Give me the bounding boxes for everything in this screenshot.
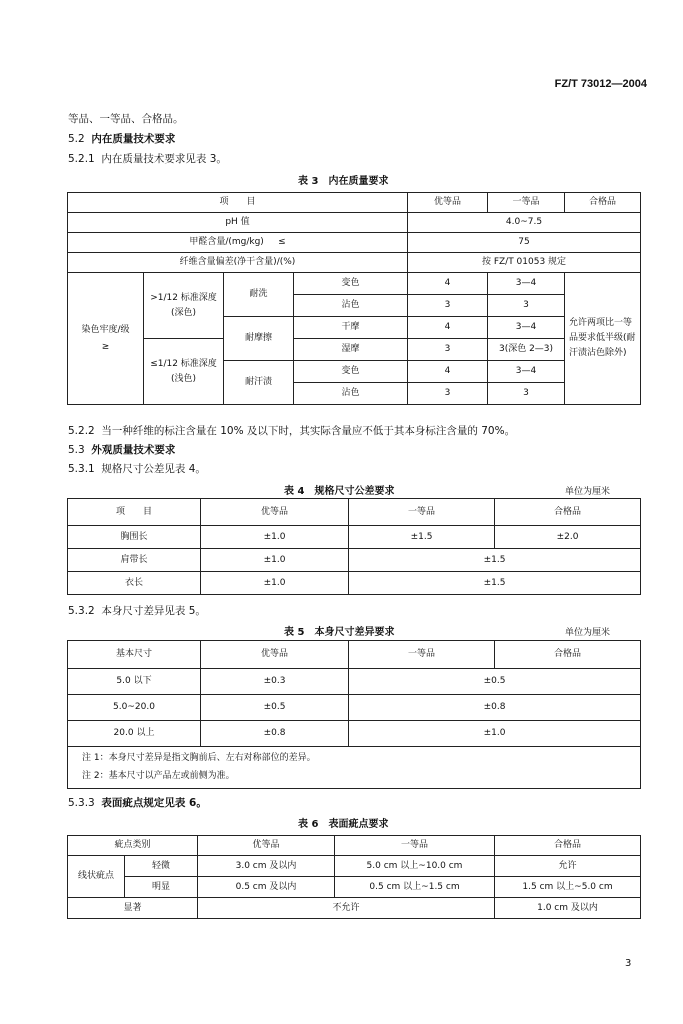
table4 <box>67 498 641 595</box>
section-5-3-1 <box>68 461 206 476</box>
table3-cf-row-4 <box>68 339 641 361</box>
table-row <box>68 877 641 898</box>
page-number: 3 <box>625 958 632 969</box>
table-row <box>68 669 641 695</box>
premium-value: 4 <box>408 273 488 295</box>
qualified-value: 1.0 cm 及以内 <box>495 898 641 919</box>
premium-value: 0.5 cm 及以内 <box>198 877 335 898</box>
formaldehyde-text: 甲醛含量/(mg/kg) <box>189 237 264 248</box>
section-number: 5.2.1 <box>68 153 95 165</box>
prop: 沾色 <box>294 383 408 405</box>
qualified-value: 允许 <box>495 856 641 877</box>
rest-value: ±0.5 <box>349 669 641 695</box>
table6 <box>67 835 641 919</box>
table5-notes <box>68 747 641 789</box>
defect-level: 显著 <box>68 898 198 919</box>
colorfast-label <box>68 273 144 405</box>
grades-line: 等品、一等品、合格品。 <box>68 113 184 125</box>
prop: 变色 <box>294 273 408 295</box>
colorfast-title: 染色牢度/级 <box>81 325 130 336</box>
premium-value: ±0.5 <box>201 695 349 721</box>
header-first: 一等品 <box>335 836 495 856</box>
header-base: 基本尺寸 <box>68 641 201 669</box>
first-value: 3 <box>488 295 565 317</box>
section-5-2 <box>68 131 175 146</box>
prop: 沾色 <box>294 295 408 317</box>
table-row <box>68 856 641 877</box>
table3-ph-row <box>68 213 641 233</box>
section-text: 当一种纤维的标注含量在 10% 及以下时，其实际含量应不低于其本身标注含量的 70%。 <box>101 425 516 437</box>
header-type: 疵点类别 <box>68 836 198 856</box>
section-5-2-1 <box>68 151 227 166</box>
note-1: 注 1：本身尺寸差异是指文胸前后、左右对称部位的差异。 <box>82 753 316 764</box>
table-row <box>68 572 641 595</box>
header-premium: 优等品 <box>201 499 349 526</box>
table3 <box>67 192 641 405</box>
first-value: 3—4 <box>488 361 565 383</box>
base-size: 5.0~20.0 <box>68 695 201 721</box>
formaldehyde-value: 75 <box>408 233 641 253</box>
section-text: 内在质量技术要求见表 3。 <box>101 153 227 165</box>
section-text: 规格尺寸公差见表 4。 <box>101 463 206 475</box>
premium-value: 3.0 cm 及以内 <box>198 856 335 877</box>
header-qualified: 合格品 <box>495 499 641 526</box>
table3-caption: 表 3 内在质量要求 <box>298 176 389 187</box>
table5-caption: 表 5 本身尺寸差异要求 <box>284 627 395 638</box>
table4-header-row <box>68 499 641 526</box>
premium-value: ±1.0 <box>201 526 349 549</box>
premium-value: 3 <box>408 339 488 361</box>
premium-value: 4 <box>408 317 488 339</box>
header-qualified: 合格品 <box>495 836 641 856</box>
header-premium: 优等品 <box>408 193 488 213</box>
table5-notes-row <box>68 747 641 789</box>
standard-number: FZ/T 73012—2004 <box>554 78 647 90</box>
base-size: 5.0 以下 <box>68 669 201 695</box>
first-value: 0.5 cm 以上~1.5 cm <box>335 877 495 898</box>
table4-caption: 表 4 规格尺寸公差要求 <box>284 486 395 497</box>
section-number: 5.3 <box>68 444 85 456</box>
table3-cf-row-1 <box>68 273 641 295</box>
premium-value: 4 <box>408 361 488 383</box>
defect-level: 轻微 <box>125 856 198 877</box>
header-item: 项 目 <box>68 193 408 213</box>
table-row <box>68 526 641 549</box>
section-number: 5.3.2 <box>68 605 95 617</box>
section-title: 外观质量技术要求 <box>91 444 176 456</box>
premium-value: ±0.3 <box>201 669 349 695</box>
first-value: 3 <box>488 383 565 405</box>
rest-value: ±0.8 <box>349 695 641 721</box>
formaldehyde-label <box>68 233 408 253</box>
section-5-3-2 <box>68 603 206 618</box>
ph-label: pH 值 <box>68 213 408 233</box>
section-text: 表面疵点规定见表 6。 <box>101 797 207 809</box>
qualified-note: 允许两项比一等品要求低半级(耐汗渍沾色除外) <box>565 273 641 405</box>
first-value: 5.0 cm 以上~10.0 cm <box>335 856 495 877</box>
row-item: 肩带长 <box>68 549 201 572</box>
first-value: 3—4 <box>488 317 565 339</box>
section-5-3-3 <box>68 795 207 810</box>
header-first: 一等品 <box>349 641 495 669</box>
prop: 干摩 <box>294 317 408 339</box>
row-item: 衣长 <box>68 572 201 595</box>
table5-unit: 单位为厘米 <box>565 628 611 638</box>
formaldehyde-sign: ≤ <box>278 237 286 248</box>
fiber-value: 按 FZ/T 01053 规定 <box>408 253 641 273</box>
base-size: 20.0 以上 <box>68 721 201 747</box>
premium-value: ±1.0 <box>201 572 349 595</box>
table3-fiber-row <box>68 253 641 273</box>
prop: 湿摩 <box>294 339 408 361</box>
section-number: 5.2.2 <box>68 425 95 437</box>
depth-light: ≤1/12 标准深度(浅色) <box>144 339 224 405</box>
premium-value: 3 <box>408 383 488 405</box>
ph-value: 4.0~7.5 <box>408 213 641 233</box>
table-row <box>68 695 641 721</box>
section-5-3 <box>68 442 175 457</box>
header-first: 一等品 <box>488 193 565 213</box>
header-qualified: 合格品 <box>495 641 641 669</box>
premium-value: ±1.0 <box>201 549 349 572</box>
section-5-2-2 <box>68 423 515 438</box>
section-number: 5.2 <box>68 133 85 145</box>
table3-formaldehyde-row <box>68 233 641 253</box>
test-sweat: 耐汗渍 <box>224 361 294 405</box>
depth-dark: >1/12 标准深度(深色) <box>144 273 224 339</box>
section-title: 内在质量技术要求 <box>91 133 176 145</box>
defect-level: 明显 <box>125 877 198 898</box>
qualified-value: 1.5 cm 以上~5.0 cm <box>495 877 641 898</box>
table3-header-row <box>68 193 641 213</box>
qualified-value: ±2.0 <box>495 526 641 549</box>
section-text: 本身尺寸差异见表 5。 <box>101 605 206 617</box>
header-first: 一等品 <box>349 499 495 526</box>
defect-group: 线状疵点 <box>68 856 125 898</box>
table5 <box>67 640 641 789</box>
note-2: 注 2：基本尺寸以产品左或前侧为准。 <box>82 770 235 781</box>
test-wash: 耐洗 <box>224 273 294 317</box>
first-value: 3—4 <box>488 273 565 295</box>
table6-header-row <box>68 836 641 856</box>
section-number: 5.3.1 <box>68 463 95 475</box>
table-row <box>68 549 641 572</box>
header-premium: 优等品 <box>198 836 335 856</box>
first-qualified-value: ±1.5 <box>349 572 641 595</box>
first-qualified-value: ±1.5 <box>349 549 641 572</box>
colorfast-sign: ≥ <box>101 341 110 352</box>
premium-value: ±0.8 <box>201 721 349 747</box>
fiber-label: 纤维含量偏差(净干含量)/(%) <box>68 253 408 273</box>
header-premium: 优等品 <box>201 641 349 669</box>
merged-value: 不允许 <box>198 898 495 919</box>
premium-value: 3 <box>408 295 488 317</box>
table-row <box>68 898 641 919</box>
header-item: 项 目 <box>68 499 201 526</box>
table6-caption: 表 6 表面疵点要求 <box>298 819 389 830</box>
section-number: 5.3.3 <box>68 797 95 809</box>
test-rub: 耐摩擦 <box>224 317 294 361</box>
table-row <box>68 721 641 747</box>
table5-header-row <box>68 641 641 669</box>
first-value: 3(深色 2—3) <box>488 339 565 361</box>
header-qualified: 合格品 <box>565 193 641 213</box>
prop: 变色 <box>294 361 408 383</box>
table4-unit: 单位为厘米 <box>565 487 611 497</box>
row-item: 胸围长 <box>68 526 201 549</box>
rest-value: ±1.0 <box>349 721 641 747</box>
first-value: ±1.5 <box>349 526 495 549</box>
